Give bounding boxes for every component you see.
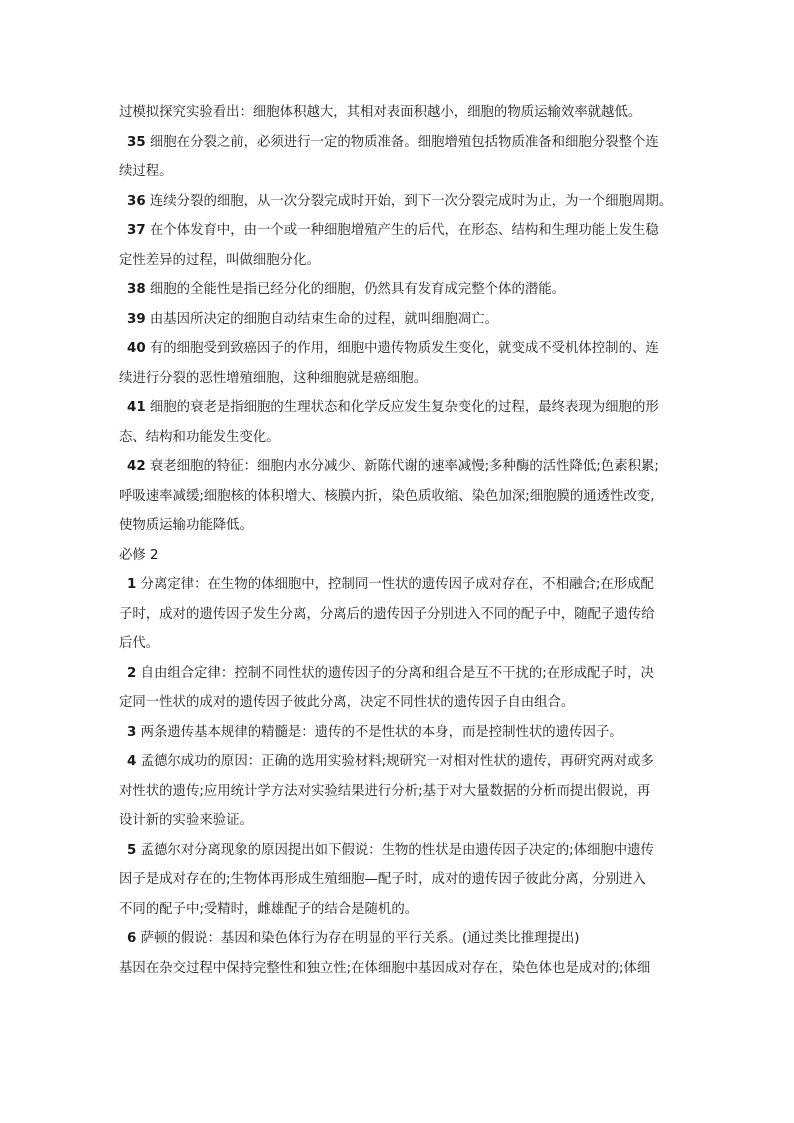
paragraph-line	[119, 806, 687, 836]
line-text: 过模拟探究实验看出：细胞体积越大，其相对表面积越小，细胞的物质运输效率就越低。	[119, 105, 642, 120]
numbered-paragraph-line	[119, 216, 687, 246]
line-text: 续过程。	[119, 164, 173, 179]
line-text: 萨顿的假说：基因和染色体行为存在明显的平行关系。(通过类比推理提出)	[136, 931, 580, 946]
line-text: 设计新的实验来验证。	[119, 813, 253, 828]
line-text: 子时，成对的遗传因子发生分离，分离后的遗传因子分别进入不同的配子中，随配子遗传给	[119, 606, 655, 622]
line-text: 定同一性状的成对的遗传因子彼此分离，决定不同性状的遗传因子自由组合。	[119, 695, 575, 710]
paragraph-line	[119, 688, 687, 718]
paragraph-line	[119, 954, 687, 984]
item-number: 36	[127, 193, 146, 209]
numbered-paragraph-line	[119, 570, 687, 600]
item-number: 1	[127, 577, 137, 592]
paragraph-line	[119, 423, 687, 453]
line-text: 细胞的衰老是指细胞的生理状态和化学反应发生复杂变化的过程，最终表现为细胞的形	[145, 400, 659, 415]
numbered-paragraph-line	[119, 187, 687, 217]
paragraph-line	[119, 629, 687, 659]
numbered-paragraph-line	[119, 718, 687, 748]
item-number: 35	[127, 134, 146, 150]
line-text: 两条遗传基本规律的精髓是：遗传的不是性状的本身，而是控制性状的遗传因子。	[136, 724, 623, 740]
line-text: 后代。	[119, 636, 160, 651]
item-number: 37	[127, 223, 146, 238]
paragraph-line	[119, 364, 687, 394]
line-text: 定性差异的过程，叫做细胞分化。	[119, 252, 320, 268]
line-text: 孟德尔对分离现象的原因提出如下假说：生物的性状是由遗传因子决定的;体细胞中遗传	[136, 842, 654, 858]
item-number: 2	[127, 665, 137, 681]
line-text: 细胞在分裂之前，必须进行一定的物质准备。细胞增殖包括物质准备和细胞分裂整个连	[145, 134, 659, 150]
line-text: 使物质运输功能降低。	[119, 518, 253, 533]
numbered-paragraph-line	[119, 836, 687, 866]
line-text: 在个体发育中，由一个或一种细胞增殖产生的后代，在形态、结构和生理功能上发生稳	[145, 223, 659, 238]
item-number: 4	[127, 754, 137, 769]
numbered-paragraph-line	[119, 747, 687, 777]
line-text: 续进行分裂的恶性增殖细胞，这种细胞就是癌细胞。	[119, 370, 427, 386]
line-text: 细胞的全能性是指已经分化的细胞，仍然具有发育成完整个体的潜能。	[145, 282, 566, 297]
paragraph-line	[119, 482, 687, 512]
line-text: 由基因所决定的细胞自动结束生命的过程，就叫细胞凋亡。	[145, 311, 499, 327]
paragraph-line	[119, 895, 687, 925]
line-text: 孟德尔成功的原因：正确的选用实验材料;规研究一对相对性状的遗传，再研究两对或多	[136, 754, 654, 769]
line-text: 基因在杂交过程中保持完整性和独立性;在体细胞中基因成对存在，染色体也是成对的;体细	[119, 960, 651, 976]
paragraph-line	[119, 511, 687, 541]
numbered-paragraph-line	[119, 659, 687, 689]
item-number: 38	[127, 282, 146, 297]
paragraph-line	[119, 777, 687, 807]
paragraph-line	[119, 541, 687, 571]
numbered-paragraph-line	[119, 924, 687, 954]
numbered-paragraph-line	[119, 334, 687, 364]
paragraph-line	[119, 157, 687, 187]
line-text: 因子是成对存在的;生物体再形成生殖细胞—配子时，成对的遗传因子彼此分离，分别进入	[119, 872, 646, 887]
document-body	[119, 98, 687, 983]
item-number: 39	[127, 311, 146, 327]
paragraph-line	[119, 246, 687, 276]
line-text: 有的细胞受到致癌因子的作用，细胞中遗传物质发生变化，就变成不受机体控制的、连	[145, 341, 659, 356]
item-number: 40	[127, 341, 146, 356]
paragraph-line	[119, 600, 687, 630]
numbered-paragraph-line	[119, 275, 687, 305]
numbered-paragraph-line	[119, 393, 687, 423]
line-text: 态、结构和功能发生变化。	[119, 429, 280, 445]
line-text: 对性状的遗传;应用统计学方法对实验结果进行分析;基于对大量数据的分析而提出假说，再	[119, 783, 651, 799]
item-number: 3	[127, 724, 137, 740]
paragraph-line	[119, 98, 687, 128]
item-number: 42	[127, 459, 146, 474]
numbered-paragraph-line	[119, 452, 687, 482]
item-number: 41	[127, 400, 146, 415]
line-text: 自由组合定律：控制不同性状的遗传因子的分离和组合是互不干扰的;在形成配子时，决	[136, 665, 654, 681]
item-number: 5	[127, 842, 137, 858]
line-text: 不同的配子中;受精时，雌雄配子的结合是随机的。	[119, 901, 419, 917]
line-text: 必修 2	[119, 547, 159, 563]
item-number: 6	[127, 931, 137, 946]
line-text: 连续分裂的细胞，从一次分裂完成时开始，到下一次分裂完成时为止，为一个细胞周期。	[145, 193, 673, 209]
paragraph-line	[119, 865, 687, 895]
numbered-paragraph-line	[119, 305, 687, 335]
numbered-paragraph-line	[119, 128, 687, 158]
line-text: 呼吸速率减缓;细胞核的体积增大、核膜内折，染色质收缩、染色加深;细胞膜的通透性改变,	[119, 488, 655, 504]
line-text: 衰老细胞的特征：细胞内水分减少、新陈代谢的速率减慢;多种酶的活性降低;色素积累;	[145, 459, 659, 474]
line-text: 分离定律：在生物的体细胞中，控制同一性状的遗传因子成对存在，不相融合;在形成配	[136, 577, 654, 592]
